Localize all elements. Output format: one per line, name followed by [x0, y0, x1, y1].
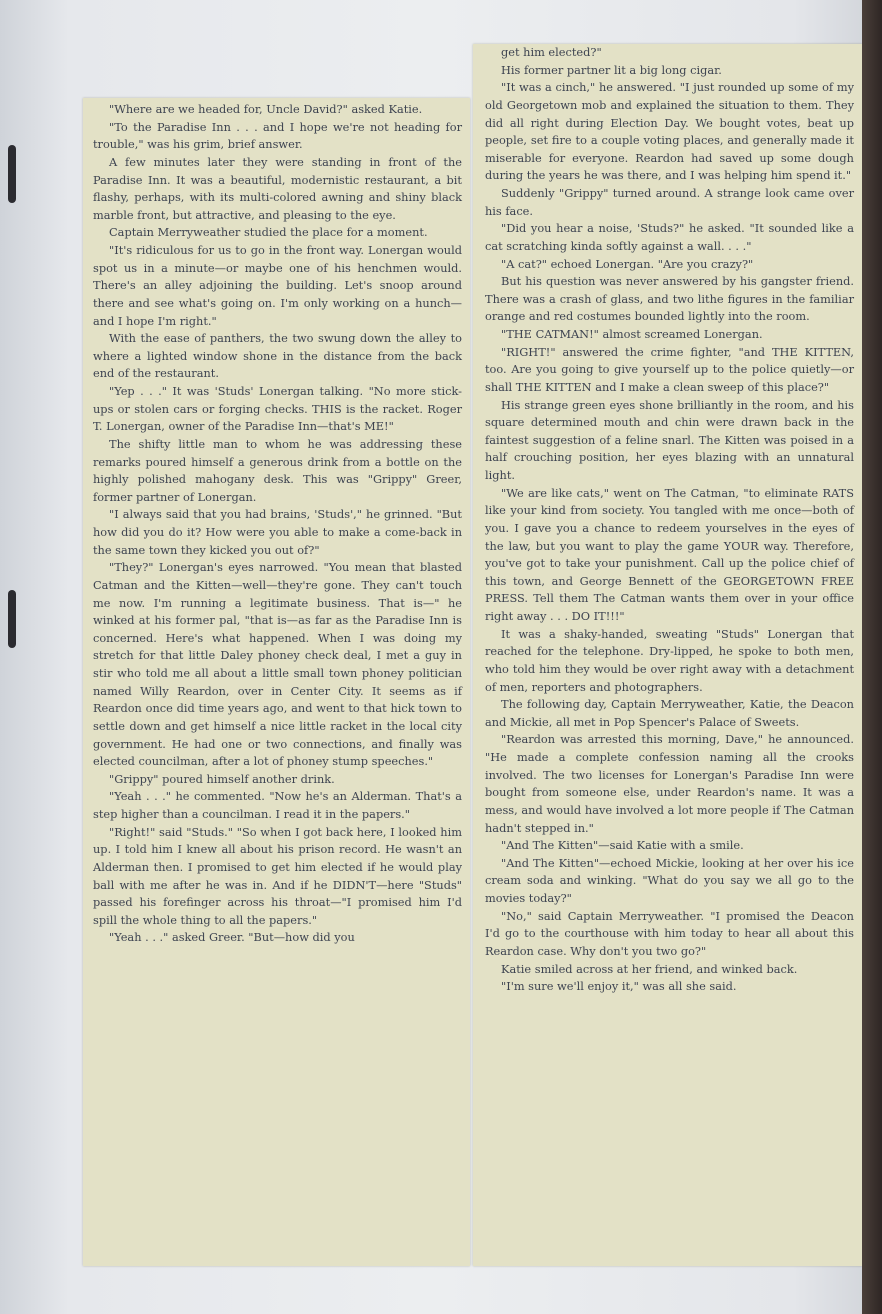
paragraph: "Where are we headed for, Uncle David?" asked Katie. — [109, 102, 423, 116]
paragraph: "It was a cinch," he answered. "I just rounded up some of my old Georgetown mob and explained the situation to them. They did all right during Election Day. We bought votes, beat up people, set fire to a couple voting places, and generally made it miserable for everyone. Reardon had saved up some dough during the years he was there, and I was helping him spend it." — [485, 80, 854, 183]
paragraph: With the ease of panthers, the two swung down the alley to where a lighted window shone in the distance from the back end of the restaurant. — [93, 331, 462, 381]
paragraph: "To the Paradise Inn . . . and I hope we're not heading for trouble," was his grim, brief answer. — [93, 119, 462, 152]
paragraph: The following day, Captain Merryweather, Katie, the Deacon and Mickie, all met in Pop Spencer's Palace of Sweets. — [485, 697, 854, 729]
paragraph: "Yeah . . ." asked Greer. "But—how did you — [109, 930, 355, 945]
paragraph: "Right!" said "Studs." "So when I got back here, I looked him up. I told him I knew all about his prison record. He wasn't an Alderman then. I promised to get him elected if he would play ball with me after he was in. And if he DIDN'T—here "Studs" passed his forefinger across his throat—"I promised him I'd spill the whole thing to all the papers." — [93, 824, 462, 927]
paragraph: His former partner lit a big long cigar. — [501, 62, 722, 77]
paragraph: "A cat?" echoed Lonergan. "Are you crazy?" — [501, 256, 754, 271]
paragraph: A few minutes later they were standing in front of the Paradise Inn. It was a beautiful, modernistic restaurant, a bit flashy, perhaps, with its multi-colored awning and shiny black marble front, but attractive, and pleasing to the eye. — [93, 154, 462, 222]
paragraph: "Yeah . . ." he commented. "Now he's an Alderman. That's a step higher than a councilman. I read it in the papers." — [93, 789, 462, 821]
paragraph: "And The Kitten"—said Katie with a smile. — [501, 838, 744, 853]
paragraph: "It's ridiculous for us to go in the front way. Lonergan would spot us in a minute—or maybe one of his henchmen would. There's an alley adjoining the building. Let's snoop around there and see what's going on. I'm only working on a hunch—and I hope I'm right." — [93, 243, 462, 328]
paragraph: "Did you hear a noise, 'Studs?" he asked. "It sounded like a cat scratching kinda softly against a wall. . . ." — [485, 221, 854, 253]
paragraph: "I always said that you had brains, 'Studs'," he grinned. "But how did you do it? How were you able to make a come-back in the same town they kicked you out of?" — [93, 507, 462, 557]
paragraph: "We are like cats," went on The Catman, "to eliminate RATS like your kind from society. You tangled with me once—both of you. I gave you a chance to redeem yourselves in the eyes of the law, but you want to play the game YOUR way. Therefore, you've got to take your punishment. Call up the police chief of this town, and George Bennett of the GEORGETOWN FREE PRESS. Tell them The Catman wants them over in your office right away . . . DO IT!!!" — [485, 485, 854, 623]
scan-edge — [862, 0, 882, 1314]
paragraph: But his question was never answered by his gangster friend. There was a crash of glass, and two lithe figures in the familiar orange and red costumes bounded lightly into the room. — [485, 274, 854, 324]
paragraph: "I'm sure we'll enjoy it," was all she said. — [501, 979, 737, 994]
paragraph: "RIGHT!" answered the crime fighter, "and THE KITTEN, too. Are you going to give yourself up to the police quietly—or shall THE KITTEN and I make a clean sweep of this place?" — [485, 344, 854, 394]
paragraph: It was a shaky-handed, sweating "Studs" Lonergan that reached for the telephone. Dry-lipped, he spoke to both men, who told him they would be over right away with a detachment of men, reporters and photographers. — [485, 626, 854, 694]
binder-clip-mark — [8, 145, 16, 203]
paragraph: The shifty little man to whom he was addressing these remarks poured himself a generous drink from a bottle on the highly polished mahogany desk. This was "Grippy" Greer, former partner of Lonergan. — [93, 436, 462, 504]
paragraph: "Grippy" poured himself another drink. — [109, 771, 335, 786]
paragraph: "Yep . . ." It was 'Studs' Lonergan talking. "No more stick-ups or stolen cars or forging checks. THIS is the racket. Roger T. Lonergan, owner of the Paradise Inn—that's ME!" — [93, 384, 462, 434]
paragraph: "Reardon was arrested this morning, Dave," he announced. "He made a complete confession naming all the crooks involved. The two licenses for Lonergan's Paradise Inn were bought from someone else, under Reardon's name. It was a mess, and would have involved a lot more people if The Catman hadn't stepped in." — [485, 732, 854, 835]
paragraph: Suddenly "Grippy" turned around. A strange look came over his face. — [485, 186, 854, 218]
paragraph: get him elected?" — [501, 45, 602, 59]
right-text-column — [473, 44, 862, 1266]
paragraph: "And The Kitten"—echoed Mickie, looking at her over his ice cream soda and winking. "What do you say we all go to the movies today?" — [485, 855, 854, 905]
paragraph: "No," said Captain Merryweather. "I promised the Deacon I'd go to the courthouse with him today to hear all about this Reardon case. Why don't you two go?" — [485, 908, 854, 958]
paragraph: Captain Merryweather studied the place for a moment. — [109, 225, 428, 240]
paragraph: His strange green eyes shone brilliantly in the room, and his square determined mouth and chin were drawn back in the faintest suggestion of a feline snarl. The Kitten was poised in a half crouching position, her eyes blazing with an unnatural light. — [485, 397, 854, 482]
left-text-column — [83, 98, 470, 1266]
paragraph: "They?" Lonergan's eyes narrowed. "You mean that blasted Catman and the Kitten—well—they're gone. They can't touch me now. I'm running a legitimate business. That is—" he winked at his former pal, "that is—as far as the Paradise Inn is concerned. Here's what happened. When I was doing my stretch for that little Daley phoney check deal, I met a guy in stir who told me all about a little small town phoney politician named Willy Reardon, over in Center City. It seems as if Reardon once did time years ago, and went to that hick town to settle down and get himself a nice little racket in the local city government. He had one or two connections, and finally was elected councilman, after a lot of phoney stump speeches." — [93, 560, 462, 769]
paragraph: Katie smiled across at her friend, and winked back. — [501, 961, 798, 976]
paragraph: "THE CATMAN!" almost screamed Lonergan. — [501, 327, 763, 341]
binder-clip-mark — [8, 590, 16, 648]
